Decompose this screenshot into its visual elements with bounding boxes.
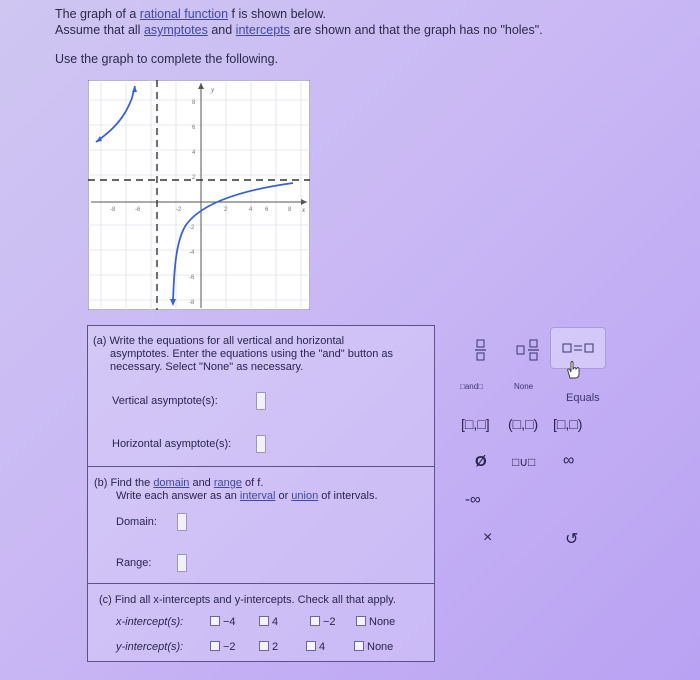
x-axis-label: x bbox=[302, 206, 306, 214]
asymptotes-link[interactable]: asymptotes bbox=[143, 23, 208, 37]
checkbox[interactable] bbox=[210, 616, 220, 626]
domain-input[interactable] bbox=[177, 513, 187, 531]
svg-text:2: 2 bbox=[192, 175, 196, 181]
empty-set-button[interactable]: Ø bbox=[475, 453, 487, 470]
part-c-prompt: (c) Find all x-intercepts and y-intercepts. Check all that apply. bbox=[99, 594, 396, 606]
svg-text:-2: -2 bbox=[176, 207, 182, 213]
svg-text:4: 4 bbox=[249, 207, 253, 213]
svg-text:-2: -2 bbox=[189, 225, 195, 231]
y-intercept-option-2[interactable]: 2 bbox=[259, 641, 278, 653]
intro-line-2: Assume that all asymptotes and intercepts are shown and that the graph has no "holes". bbox=[55, 23, 543, 37]
negative-infinity-button[interactable]: -∞ bbox=[465, 491, 481, 508]
equals-label: Equals bbox=[566, 392, 600, 404]
y-intercept-option-neg2[interactable]: −2 bbox=[210, 641, 236, 653]
question-panel bbox=[87, 325, 435, 662]
svg-text:-6: -6 bbox=[189, 275, 195, 281]
range-link[interactable]: range bbox=[213, 477, 242, 489]
svg-text:6: 6 bbox=[265, 207, 269, 213]
horizontal-asymptote-input[interactable] bbox=[256, 435, 266, 453]
svg-text:8: 8 bbox=[192, 100, 196, 106]
part-b-prompt-2: Write each answer as an interval or union of intervals. bbox=[116, 490, 378, 502]
function-graph bbox=[88, 80, 310, 310]
closed-interval-button[interactable]: [□,□] bbox=[461, 416, 490, 432]
none-button[interactable]: None bbox=[514, 382, 534, 391]
checkbox[interactable] bbox=[356, 616, 366, 626]
checkbox[interactable] bbox=[354, 641, 364, 651]
rational-function-link[interactable]: rational function bbox=[139, 7, 229, 21]
domain-link[interactable]: domain bbox=[153, 477, 190, 489]
part-a-section bbox=[88, 326, 434, 467]
y-intercept-label: y-intercept(s): bbox=[116, 641, 184, 653]
svg-text:-4: -4 bbox=[189, 250, 195, 256]
intro-line-1: The graph of a rational function f is shown below. bbox=[55, 7, 327, 21]
svg-text:-8: -8 bbox=[110, 207, 116, 213]
x-intercept-option-neg2[interactable]: −2 bbox=[310, 616, 336, 628]
graph-background bbox=[88, 80, 310, 310]
clear-button[interactable]: × bbox=[483, 529, 493, 546]
svg-text:4: 4 bbox=[192, 150, 196, 156]
open-interval-button[interactable]: (□,□) bbox=[508, 416, 539, 432]
mixed-number-icon[interactable] bbox=[515, 338, 543, 362]
x-intercept-option-4[interactable]: 4 bbox=[259, 616, 278, 628]
x-intercept-option-none[interactable]: None bbox=[356, 616, 395, 628]
part-c-section bbox=[88, 584, 434, 661]
y-intercept-option-none[interactable]: None bbox=[354, 641, 393, 653]
infinity-button[interactable]: ∞ bbox=[563, 452, 575, 469]
fraction-icon[interactable] bbox=[472, 338, 492, 362]
checkbox[interactable] bbox=[310, 616, 320, 626]
part-a-prompt: (a) Write the equations for all vertical and horizontal asymptotes. Enter the equations using the "and" button as necessary. Select "None" as necessary. bbox=[93, 335, 393, 373]
x-intercept-label: x-intercept(s): bbox=[116, 616, 184, 628]
equals-template-icon[interactable] bbox=[561, 341, 595, 355]
y-intercept-option-4[interactable]: 4 bbox=[306, 641, 325, 653]
graph-svg bbox=[88, 80, 310, 310]
checkbox[interactable] bbox=[259, 616, 269, 626]
union-button[interactable]: □∪□ bbox=[512, 455, 536, 469]
range-label: Range: bbox=[116, 557, 152, 569]
interval-link[interactable]: interval bbox=[239, 490, 276, 502]
horizontal-asymptote-label: Horizontal asymptote(s): bbox=[112, 438, 232, 450]
svg-text:8: 8 bbox=[288, 207, 292, 213]
part-b-section bbox=[88, 467, 434, 584]
problem-intro bbox=[55, 6, 543, 38]
svg-text:6: 6 bbox=[192, 125, 196, 131]
checkbox[interactable] bbox=[210, 641, 220, 651]
part-b-prompt-1: (b) Find the domain and range of f. bbox=[94, 477, 264, 489]
x-intercept-option-neg4[interactable]: −4 bbox=[210, 616, 236, 628]
hand-cursor-icon bbox=[564, 360, 582, 380]
checkbox[interactable] bbox=[259, 641, 269, 651]
range-input[interactable] bbox=[177, 554, 187, 572]
svg-text:-8: -8 bbox=[189, 300, 195, 306]
domain-label: Domain: bbox=[116, 516, 157, 528]
y-axis-label: y bbox=[211, 86, 215, 94]
vertical-asymptote-label: Vertical asymptote(s): bbox=[112, 395, 218, 407]
intercepts-link[interactable]: intercepts bbox=[235, 23, 290, 37]
undo-button[interactable]: ↺ bbox=[565, 531, 579, 548]
vertical-asymptote-input[interactable] bbox=[256, 392, 266, 410]
svg-text:2: 2 bbox=[224, 207, 228, 213]
half-open-interval-button[interactable]: [□,□) bbox=[553, 416, 583, 432]
instruction-text: Use the graph to complete the following. bbox=[55, 52, 279, 66]
svg-text:-6: -6 bbox=[135, 207, 141, 213]
and-button[interactable]: □and□ bbox=[460, 382, 484, 391]
checkbox[interactable] bbox=[306, 641, 316, 651]
union-link[interactable]: union bbox=[291, 490, 319, 502]
